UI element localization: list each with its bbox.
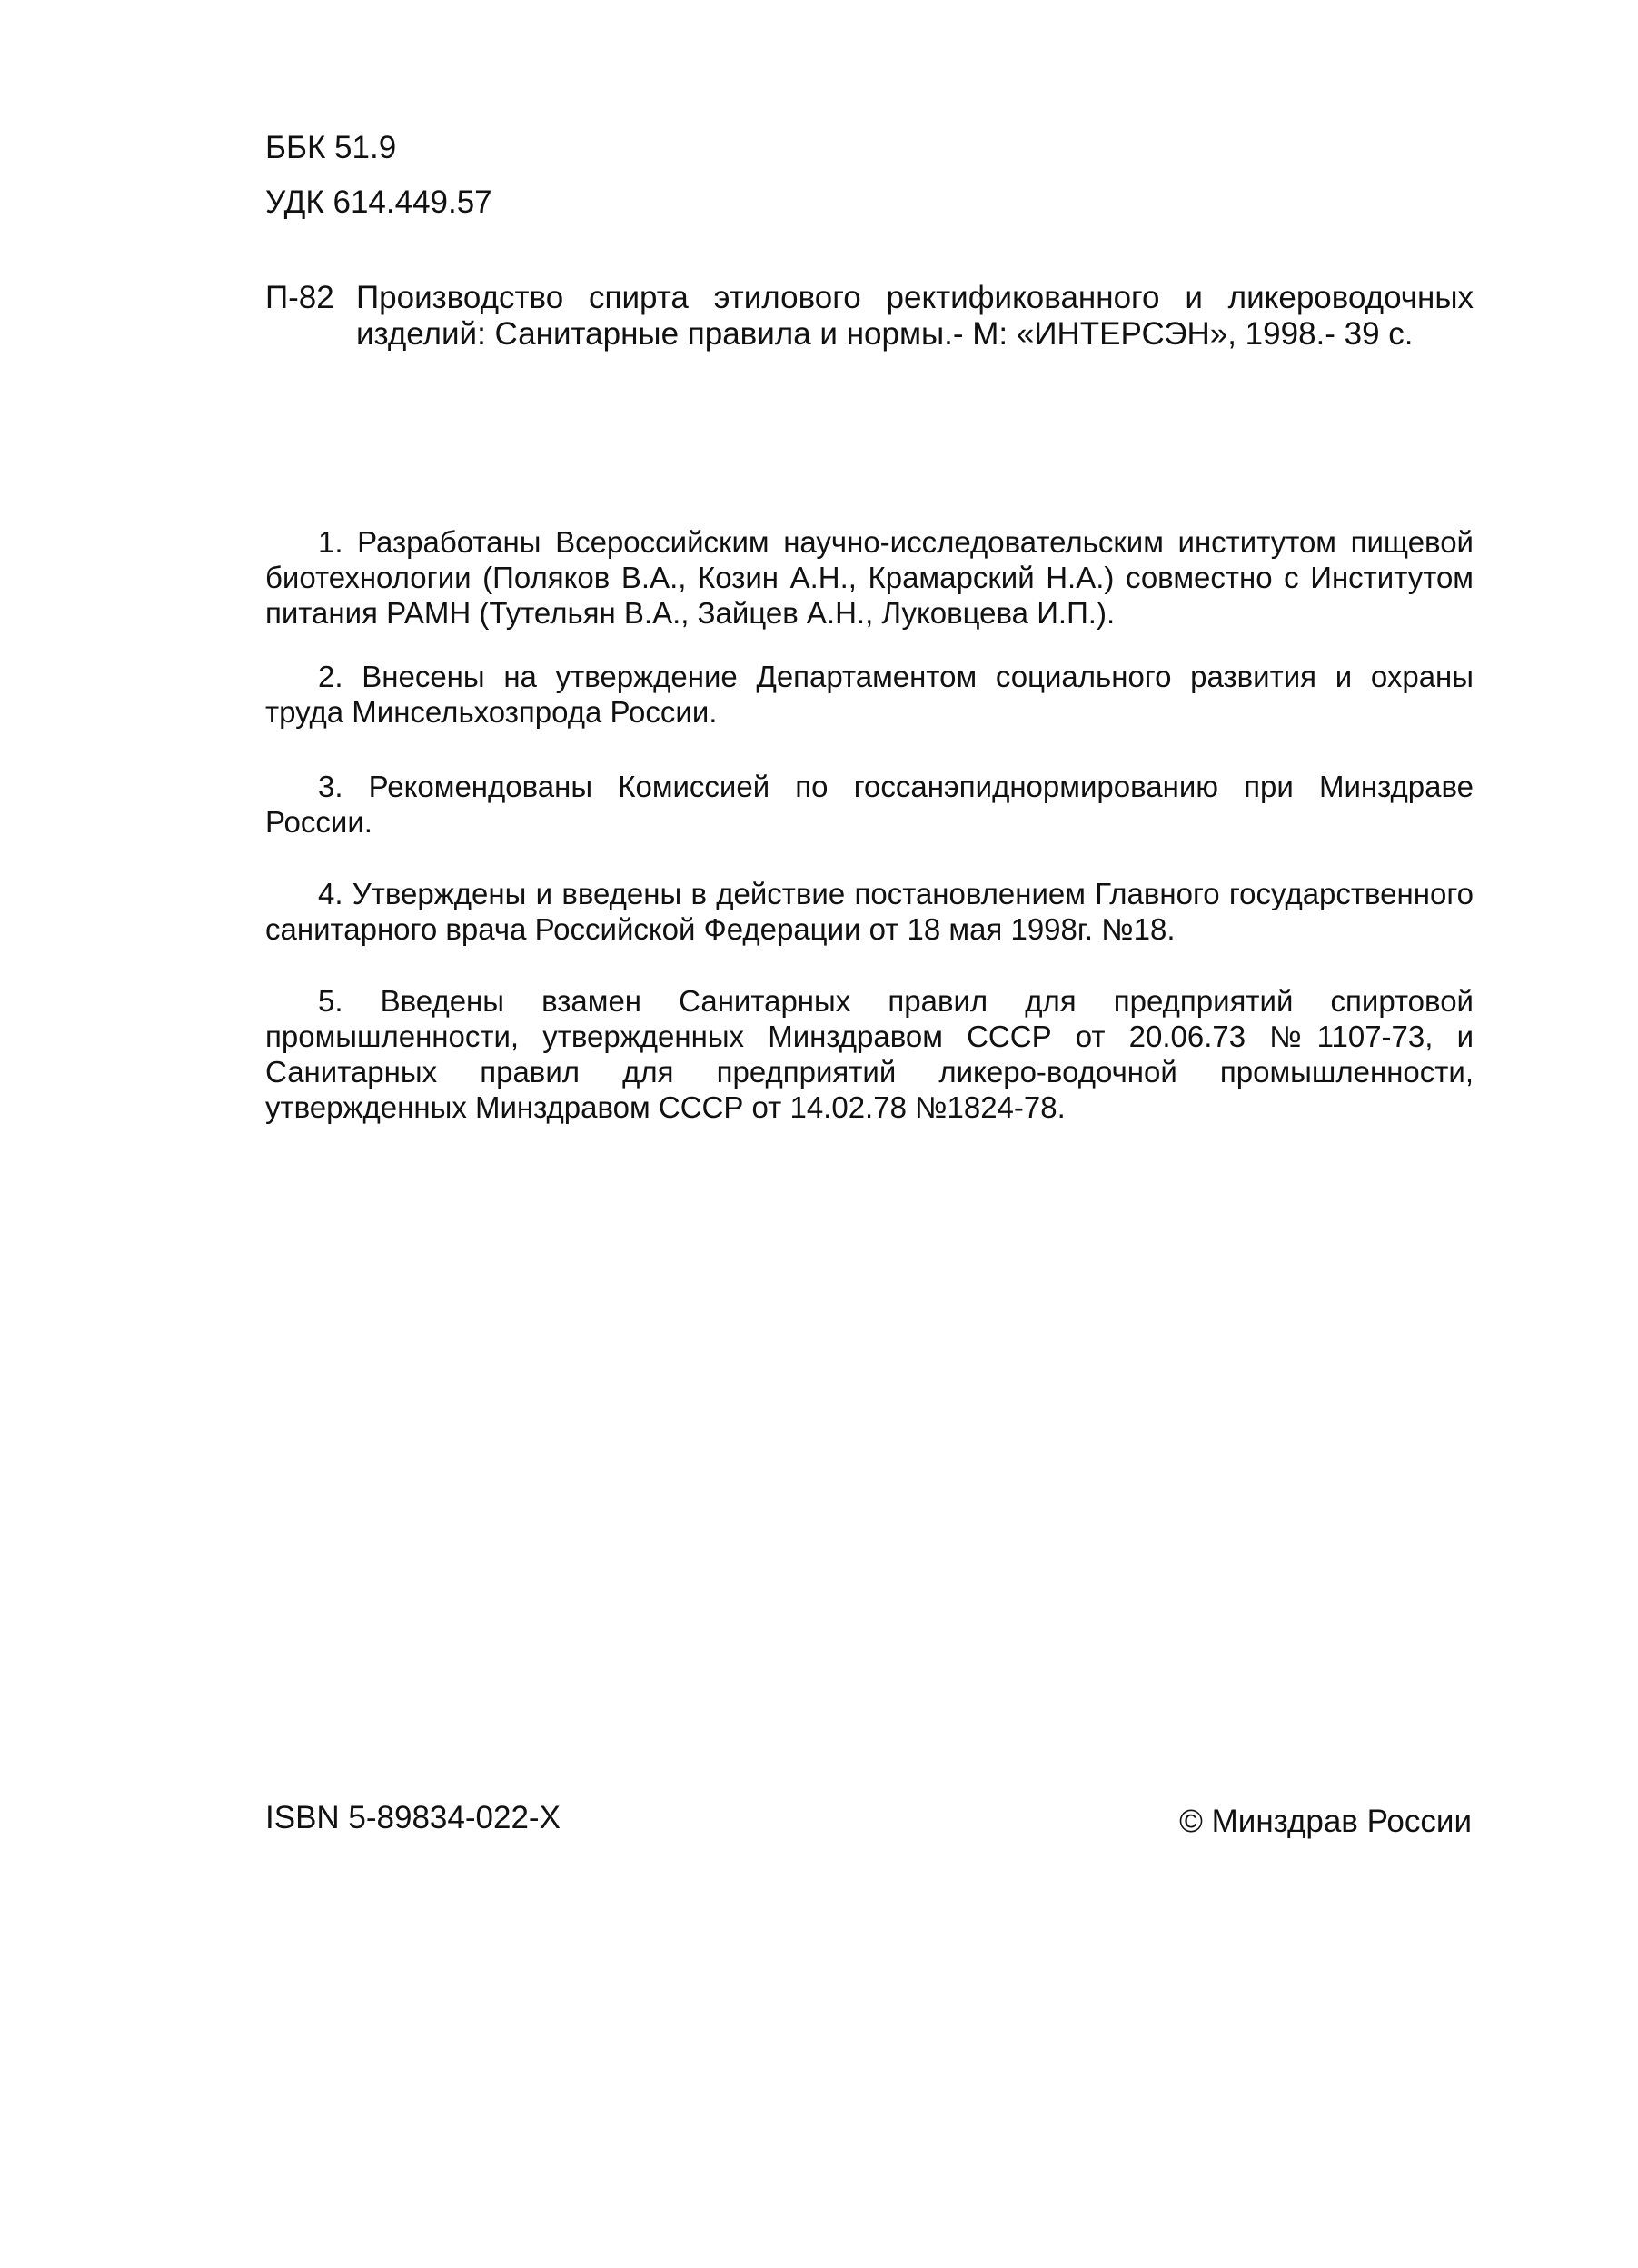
info-item-replaces: 5. Введены взамен Санитарных правил для предприятий спиртовой промышленности, утвержденных Минздравом СССР от 20.06.73 №1107-73, и Санитарных правил для предприятий ликеро-водочной промышленности, утвержденных Минздравом СССР от 14.02.78 №1824-78. — [265, 984, 1474, 1124]
info-item-approved-by: 4. Утверждены и введены в действие постановлением Главного государственного санитарного врача Российской Федерации от 18 мая 1998г. №18. — [265, 877, 1474, 946]
info-item-submitted-by: 2. Внесены на утверждение Департаментом социального развития и охраны труда Минсельхозпрода России. — [265, 660, 1474, 729]
copyright-notice: © Минздрав России — [1179, 1804, 1472, 1839]
bibliographic-description: Производство спирта этилового ректификованного и ликероводочных изделий: Санитарные правила и нормы.- М: «ИНТЕРСЭН», 1998.- 39 с. — [356, 280, 1474, 352]
isbn-number: ISBN 5-89834-022-X — [265, 1800, 561, 1835]
udk-code: УДК 614.449.57 — [265, 184, 492, 220]
info-item-developed-by: 1. Разработаны Всероссийским научно-исследовательским институтом пищевой биотехнологии (Поляков В.А., Козин А.Н., Крамарский Н.А.) совместно с Институтом питания РАМН (Тутельян В.А., Зайцев А.Н., Луковцева И.П.). — [265, 525, 1474, 630]
info-item-recommended-by: 3. Рекомендованы Комиссией по госсанэпиднормированию при Минздраве России. — [265, 770, 1474, 839]
bibliographic-code: П-82 — [265, 280, 334, 315]
bbk-code: ББК 51.9 — [265, 130, 397, 165]
